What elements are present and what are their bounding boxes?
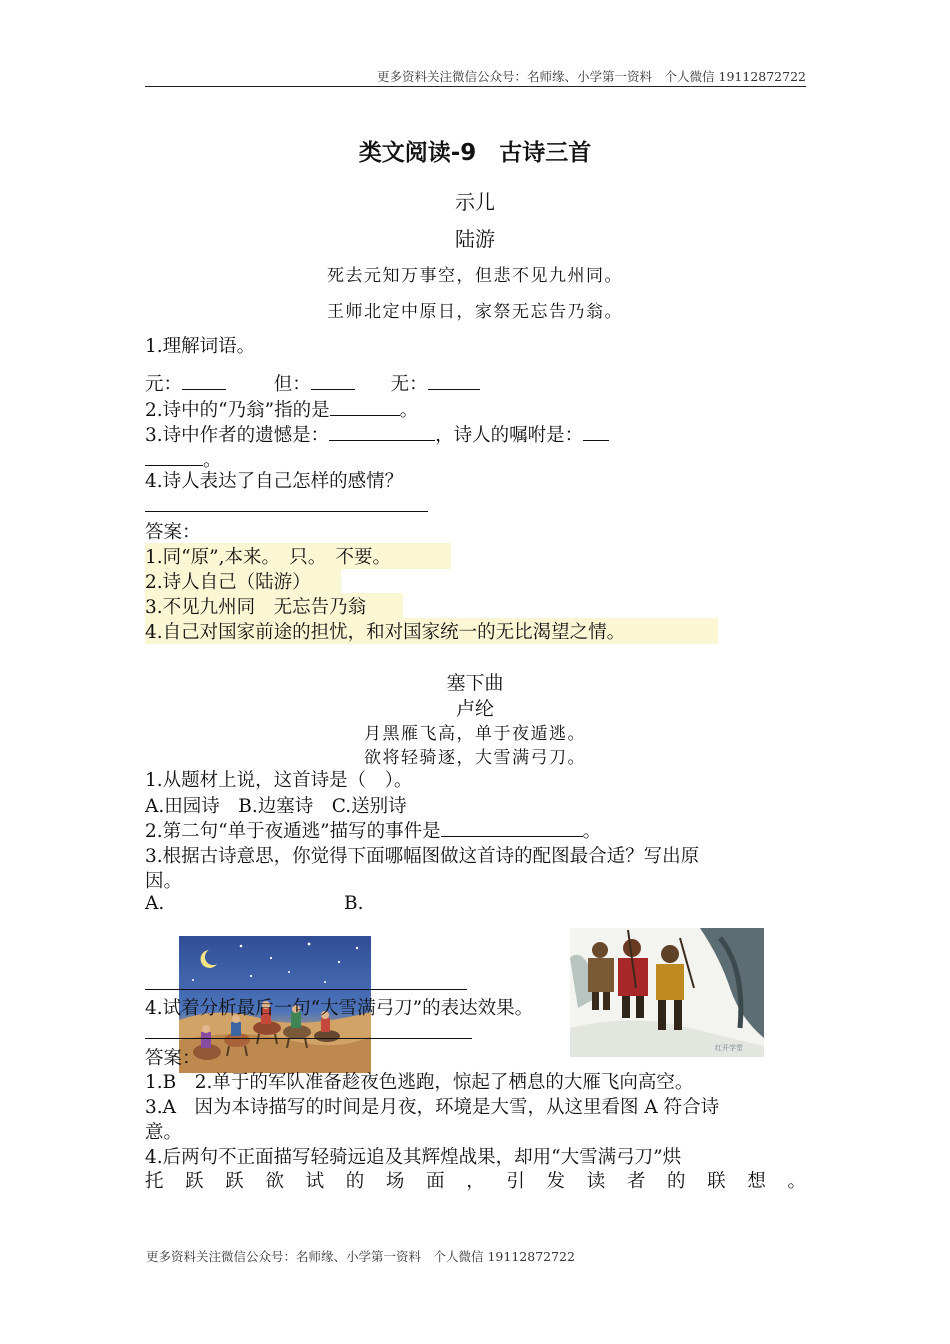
answer2-a3-line1: 3.A 因为本诗描写的时间是月夜，环境是大雪，从这里看图 A 符合诗	[145, 1097, 720, 1118]
word-dan-blank[interactable]	[311, 371, 355, 390]
poem1-line1: 死去元知万事空，但悲不见九州同。	[327, 266, 623, 286]
poem1-line2: 王师北定中原日，家祭无忘告乃翁。	[327, 302, 623, 322]
q3-answer-blank[interactable]	[145, 971, 467, 990]
q4-blank[interactable]	[145, 493, 428, 512]
q3-mid: ，诗人的嘱咐是：	[435, 425, 584, 446]
q2-question3-a: 3.根据古诗意思，你觉得下面哪幅图做这首诗的配图最合适？写出原	[145, 846, 700, 867]
poem1-author: 陆游	[455, 227, 495, 251]
q2-text: 2.诗中的“乃翁”指的是	[145, 400, 330, 421]
q3-text: 3.诗中作者的遗憾是：	[145, 425, 330, 446]
q3-blank2-cont[interactable]	[145, 447, 203, 466]
answer1-a1: 1.同“原”,本来。 只。 不要。	[145, 543, 451, 569]
poem1-title: 示儿	[455, 190, 495, 214]
q1-words-row	[145, 370, 480, 396]
q2-2-end: 。	[582, 821, 602, 842]
answer1-a3: 3.不见九州同 无忘告乃翁	[145, 593, 403, 619]
answer1-a4: 4.自己对国家前途的担忧，和对国家统一的无比渴望之情。	[145, 618, 718, 644]
page-footer: 更多资料关注微信公众号：名师缘、小学第一资料 个人微信 19112872722	[146, 1249, 575, 1264]
answer1-label: 答案：	[145, 522, 201, 543]
q4-answer-line-2	[145, 1020, 472, 1044]
q3-answer-line	[145, 971, 467, 995]
q1-question3	[145, 421, 609, 447]
page-title: 类文阅读-9 古诗三首	[358, 140, 592, 166]
picture-b-soldiers	[570, 928, 764, 1057]
word-yuan-label: 元：	[145, 374, 183, 395]
q1-question4: 4.诗人表达了自己怎样的感情？	[145, 471, 404, 492]
word-dan-label: 但：	[273, 374, 311, 395]
poem2-line2: 欲将轻骑逐，大雪满弓刀。	[364, 748, 586, 768]
option-a-label: A.	[145, 893, 165, 914]
header-text: 更多资料关注微信公众号：名师缘、小学第一资料 个人微信 19112872722	[377, 69, 806, 84]
poem2-author: 卢纶	[455, 698, 494, 720]
poem2-line1: 月黑雁飞高，单于夜遁逃。	[364, 724, 586, 744]
option-b-label: B.	[344, 893, 364, 914]
poem2-title: 塞下曲	[446, 672, 504, 694]
q2-2-blank[interactable]	[441, 818, 583, 837]
q2-blank[interactable]	[330, 397, 400, 416]
word-yuan-blank[interactable]	[182, 371, 226, 390]
q2-question1: 1.从题材上说，这首诗是（ ）。	[145, 770, 413, 791]
q2-options: A.田园诗 B.边塞诗 C.送别诗	[145, 796, 407, 817]
answer2-a3-line2: 意。	[145, 1122, 183, 1143]
q2-end: 。	[399, 400, 419, 421]
picture-b-watermark: 红开学堂	[715, 1044, 743, 1052]
q4-answer-blank[interactable]	[145, 1020, 472, 1039]
answer2-a1: 1.B 2.单于的军队准备趁夜色逃跑，惊起了栖息的大雁飞向高空。	[145, 1072, 694, 1093]
page-header	[145, 66, 806, 87]
answer1-a2: 2.诗人自己（陆游）	[145, 568, 341, 594]
answer2-a4-line2: 托跃跃欲试的场面，引发读者的联想。	[145, 1171, 806, 1192]
q3-blank1[interactable]	[329, 422, 435, 441]
q1-question2	[145, 396, 418, 422]
q2-2-text: 2.第二句“单于夜遁逃”描写的事件是	[145, 821, 441, 842]
answer2-label: 答案：	[145, 1048, 201, 1069]
word-wu-label: 无：	[390, 374, 428, 395]
q2-question4: 4.试着分析最后一句“大雪满弓刀”的表达效果。	[145, 998, 534, 1019]
q2-question2	[145, 817, 601, 843]
q1-question1: 1.理解词语。	[145, 336, 256, 357]
q3-end: 。	[203, 450, 222, 471]
q3-blank2[interactable]	[583, 422, 609, 441]
word-wu-blank[interactable]	[428, 371, 480, 390]
answer2-a4-line1: 4.后两句不正面描写轻骑远追及其辉煌战果，却用“大雪满弓刀”烘	[145, 1147, 682, 1168]
q4-answer-line	[145, 493, 428, 517]
q2-question3-b: 因。	[145, 871, 183, 892]
